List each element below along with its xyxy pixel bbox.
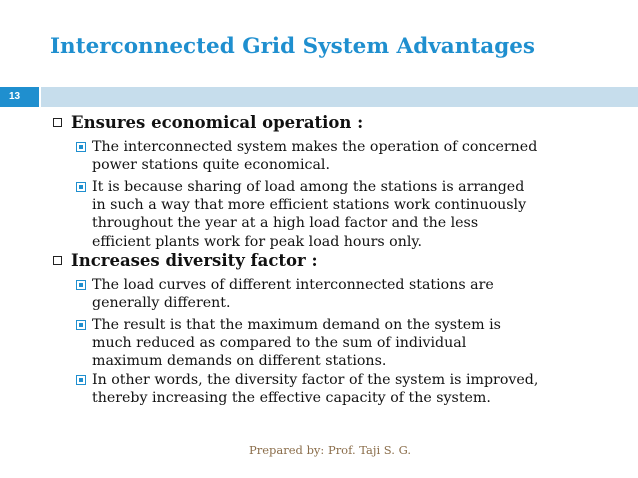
text-line: The result is that the maximum demand on the system is bbox=[92, 317, 501, 333]
list-item-text bbox=[92, 178, 637, 251]
blue-square-bullet-icon bbox=[76, 182, 86, 192]
list-item-text bbox=[92, 316, 637, 371]
list-item-text bbox=[92, 138, 637, 174]
text-line: In other words, the diversity factor of the system is improved, bbox=[92, 372, 539, 388]
list-item-text bbox=[92, 276, 637, 312]
text-line: maximum demands on different stations. bbox=[92, 353, 387, 370]
slide-footer: Prepared by: Prof. Taji S. G. bbox=[248, 443, 412, 457]
section-heading: Increases diversity factor : bbox=[71, 251, 318, 270]
text-line: It is because sharing of load among the stations is arranged bbox=[92, 179, 525, 195]
blue-square-bullet-icon bbox=[76, 375, 86, 385]
text-line: generally different. bbox=[92, 295, 231, 312]
blue-square-bullet-icon bbox=[76, 280, 86, 290]
blue-square-bullet-icon bbox=[76, 142, 86, 152]
hollow-square-bullet-icon bbox=[53, 118, 62, 127]
text-line: efficient plants work for peak load hours only. bbox=[92, 233, 423, 250]
text-line: thereby increasing the effective capacity of the system. bbox=[92, 390, 491, 407]
text-line: power stations quite economical. bbox=[92, 157, 330, 174]
text-line: much reduced as compared to the sum of individual bbox=[92, 335, 467, 352]
blue-square-bullet-icon bbox=[76, 320, 86, 330]
text-line: in such a way that more efficient stations work continuously bbox=[92, 197, 527, 214]
text-line: throughout the year at a high load factor and the less bbox=[92, 215, 479, 232]
section-heading: Ensures economical operation : bbox=[71, 113, 364, 132]
text-line: The load curves of different interconnected stations are bbox=[92, 277, 494, 293]
slide-title: Interconnected Grid System Advantages bbox=[50, 34, 536, 59]
text-line: The interconnected system makes the operation of concerned bbox=[92, 139, 538, 155]
slide-number: 13 bbox=[9, 91, 21, 102]
hollow-square-bullet-icon bbox=[53, 256, 62, 265]
list-item-text bbox=[92, 371, 637, 407]
